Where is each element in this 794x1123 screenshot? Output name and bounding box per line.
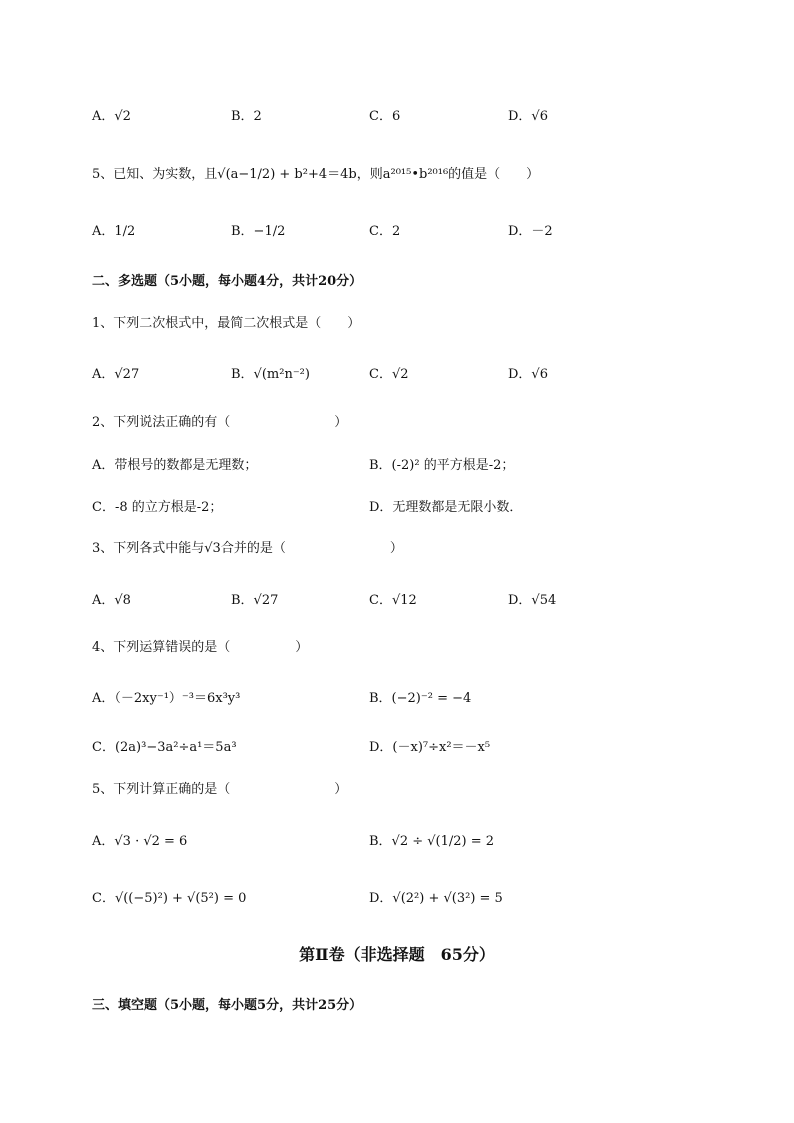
option-d: D．(－x)⁷÷x²＝－x⁵ [369, 740, 491, 755]
option-c: C．(2a)³−3a²÷a¹＝5a³ [92, 740, 237, 755]
option-c: C．2 [369, 224, 401, 239]
option-a: A．√3 · √2 = 6 [92, 834, 188, 849]
option-d: D．无理数都是无限小数． [369, 500, 523, 515]
option-d: D．√6 [508, 109, 548, 124]
question-stem [92, 168, 539, 181]
option-d: D．－2 [508, 224, 553, 239]
option-c: C．√12 [369, 593, 417, 608]
option-a: A．√2 [92, 109, 131, 124]
part-title: 第Ⅱ卷（非选择题 65分） [299, 945, 495, 964]
stem-post: ，则a²⁰¹⁵•b²⁰¹⁶的值是（ ） [356, 167, 540, 182]
option-d: D．√54 [508, 593, 557, 608]
option-a: A．带根号的数都是无理数； [92, 458, 258, 473]
question-stem: 3、下列各式中能与√3合并的是（ ） [92, 541, 403, 556]
section-heading: 三、填空题（5小题，每小题5分，共计25分） [92, 998, 363, 1013]
option-b: B．−1/2 [231, 224, 286, 239]
option-d: D．√6 [508, 367, 548, 382]
question-stem: 2、下列说法正确的有（ ） [92, 415, 348, 430]
option-a: A．1/2 [92, 224, 136, 239]
section-heading: 二、多选题（5小题，每小题4分，共计20分） [92, 274, 363, 289]
option-c: C．-8 的立方根是-2； [92, 500, 223, 515]
option-c: C．√((−5)²) + √(5²) = 0 [92, 891, 247, 906]
option-a: A．√27 [92, 367, 140, 382]
option-c: C．6 [369, 109, 401, 124]
option-c: C．√2 [369, 367, 409, 382]
option-a: A．√8 [92, 593, 131, 608]
option-d: D．√(2²) + √(3²) = 5 [369, 891, 503, 906]
option-b: B．√2 ÷ √(1/2) = 2 [369, 834, 495, 849]
stem-expr: √(a−1/2) + b²+4＝4b [217, 167, 357, 182]
option-b: B．√27 [231, 593, 279, 608]
option-b: B．√(m²n⁻²) [231, 367, 310, 382]
option-b: B．2 [231, 109, 262, 124]
stem-pre: 5、已知、为实数，且 [92, 167, 218, 182]
option-b: B．(−2)⁻² = −4 [369, 691, 472, 706]
option-a: A．（－2xy⁻¹）⁻³＝6x³y³ [92, 691, 241, 706]
question-stem: 1、下列二次根式中，最简二次根式是（ ） [92, 316, 361, 331]
question-stem: 4、下列运算错误的是（ ） [92, 640, 309, 655]
question-stem: 5、下列计算正确的是（ ） [92, 782, 348, 797]
option-b: B．(-2)² 的平方根是-2； [369, 458, 515, 473]
